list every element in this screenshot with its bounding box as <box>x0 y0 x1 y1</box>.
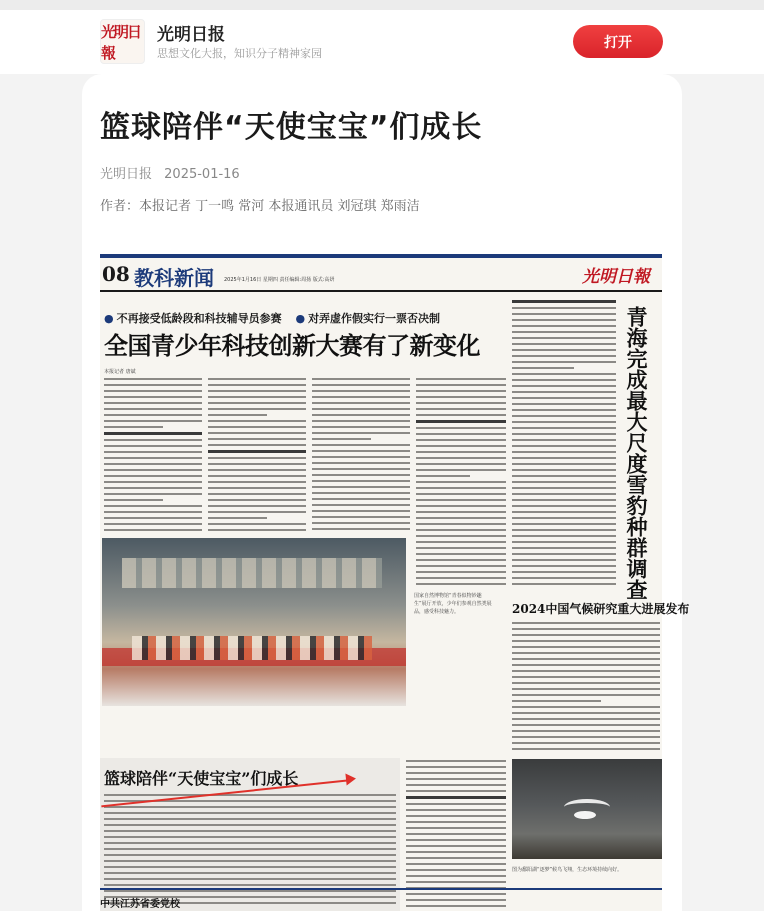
story-column-4 <box>416 378 506 588</box>
next-section-rule <box>100 888 662 890</box>
bird-photo[interactable] <box>512 759 662 859</box>
photo-exhibit <box>122 558 382 588</box>
page-date-line: 2025年1月16日 星期四 责任编辑:周扬 版式:高妍 <box>224 277 335 283</box>
museum-photo[interactable] <box>102 538 406 706</box>
article-card <box>82 74 690 911</box>
main-headline: 全国青少年科技创新大赛有了新变化 <box>104 331 480 360</box>
page-header-rule <box>100 290 662 292</box>
bullet-icon: ● <box>295 312 306 325</box>
sub-headline <box>104 310 440 326</box>
snow-leopard-column <box>512 300 616 590</box>
page-number: 08 <box>102 262 130 286</box>
article-title: 篮球陪伴“天使宝宝”们成长 <box>100 110 483 145</box>
climate-headline: 2024中国气候研究重大进展发布 <box>512 602 690 616</box>
article-meta <box>100 163 248 182</box>
page-section: 教科新闻 <box>134 266 214 290</box>
sub-item-2: 对弄虚作假实行一票否决制 <box>308 312 441 325</box>
lower-story-body <box>104 794 396 909</box>
next-section-headline: 中共江苏省委党校 <box>100 899 180 910</box>
page-top-rule <box>100 254 662 258</box>
bird-body <box>574 811 596 819</box>
sub-item-1: 不再接受低龄段和科技辅导员参赛 <box>116 312 282 325</box>
photo-visitors <box>132 636 372 660</box>
article-byline: 作者：本报记者 丁一鸣 常河 本报通讯员 刘冠琪 郑雨洁 <box>100 199 420 214</box>
article-source[interactable]: 光明日报 <box>100 167 153 182</box>
status-strip <box>0 0 764 10</box>
app-slogan: 思想文化大报，知识分子精神家园 <box>157 47 322 60</box>
lower-headline: 篮球陪伴“天使宝宝”们成长 <box>104 769 299 788</box>
climate-story <box>512 622 660 754</box>
bird-photo-caption: 图为鄱阳湖“逐梦”候鸟飞翔，生态环境持续向好。 <box>512 867 623 873</box>
snow-leopard-headline: 青海完成最大尺度雪豹种群调查 <box>624 306 649 600</box>
bullet-icon: ● <box>104 312 114 325</box>
story-column-3 <box>312 378 410 534</box>
newspaper-page-image[interactable] <box>100 254 690 911</box>
story-column-1 <box>104 378 202 534</box>
app-name: 光明日报 <box>157 25 225 45</box>
main-byline: 本报记者 唐斌 <box>104 369 136 375</box>
open-app-button[interactable]: 打开 <box>573 25 663 58</box>
app-bar <box>0 0 764 74</box>
annotation-arrow-icon <box>345 773 356 786</box>
app-logo-icon[interactable] <box>100 19 145 64</box>
article-date: 2025-01-16 <box>164 167 240 182</box>
page-masthead: 光明日報 <box>582 267 650 287</box>
logo-text: 光明日報 <box>101 22 141 62</box>
story-column-2 <box>208 378 306 534</box>
museum-photo-caption: 国家自然博物馆“青春似物妙趣生”展厅开放，少年们参观自然类展品，感受科技魅力。 <box>414 593 492 615</box>
